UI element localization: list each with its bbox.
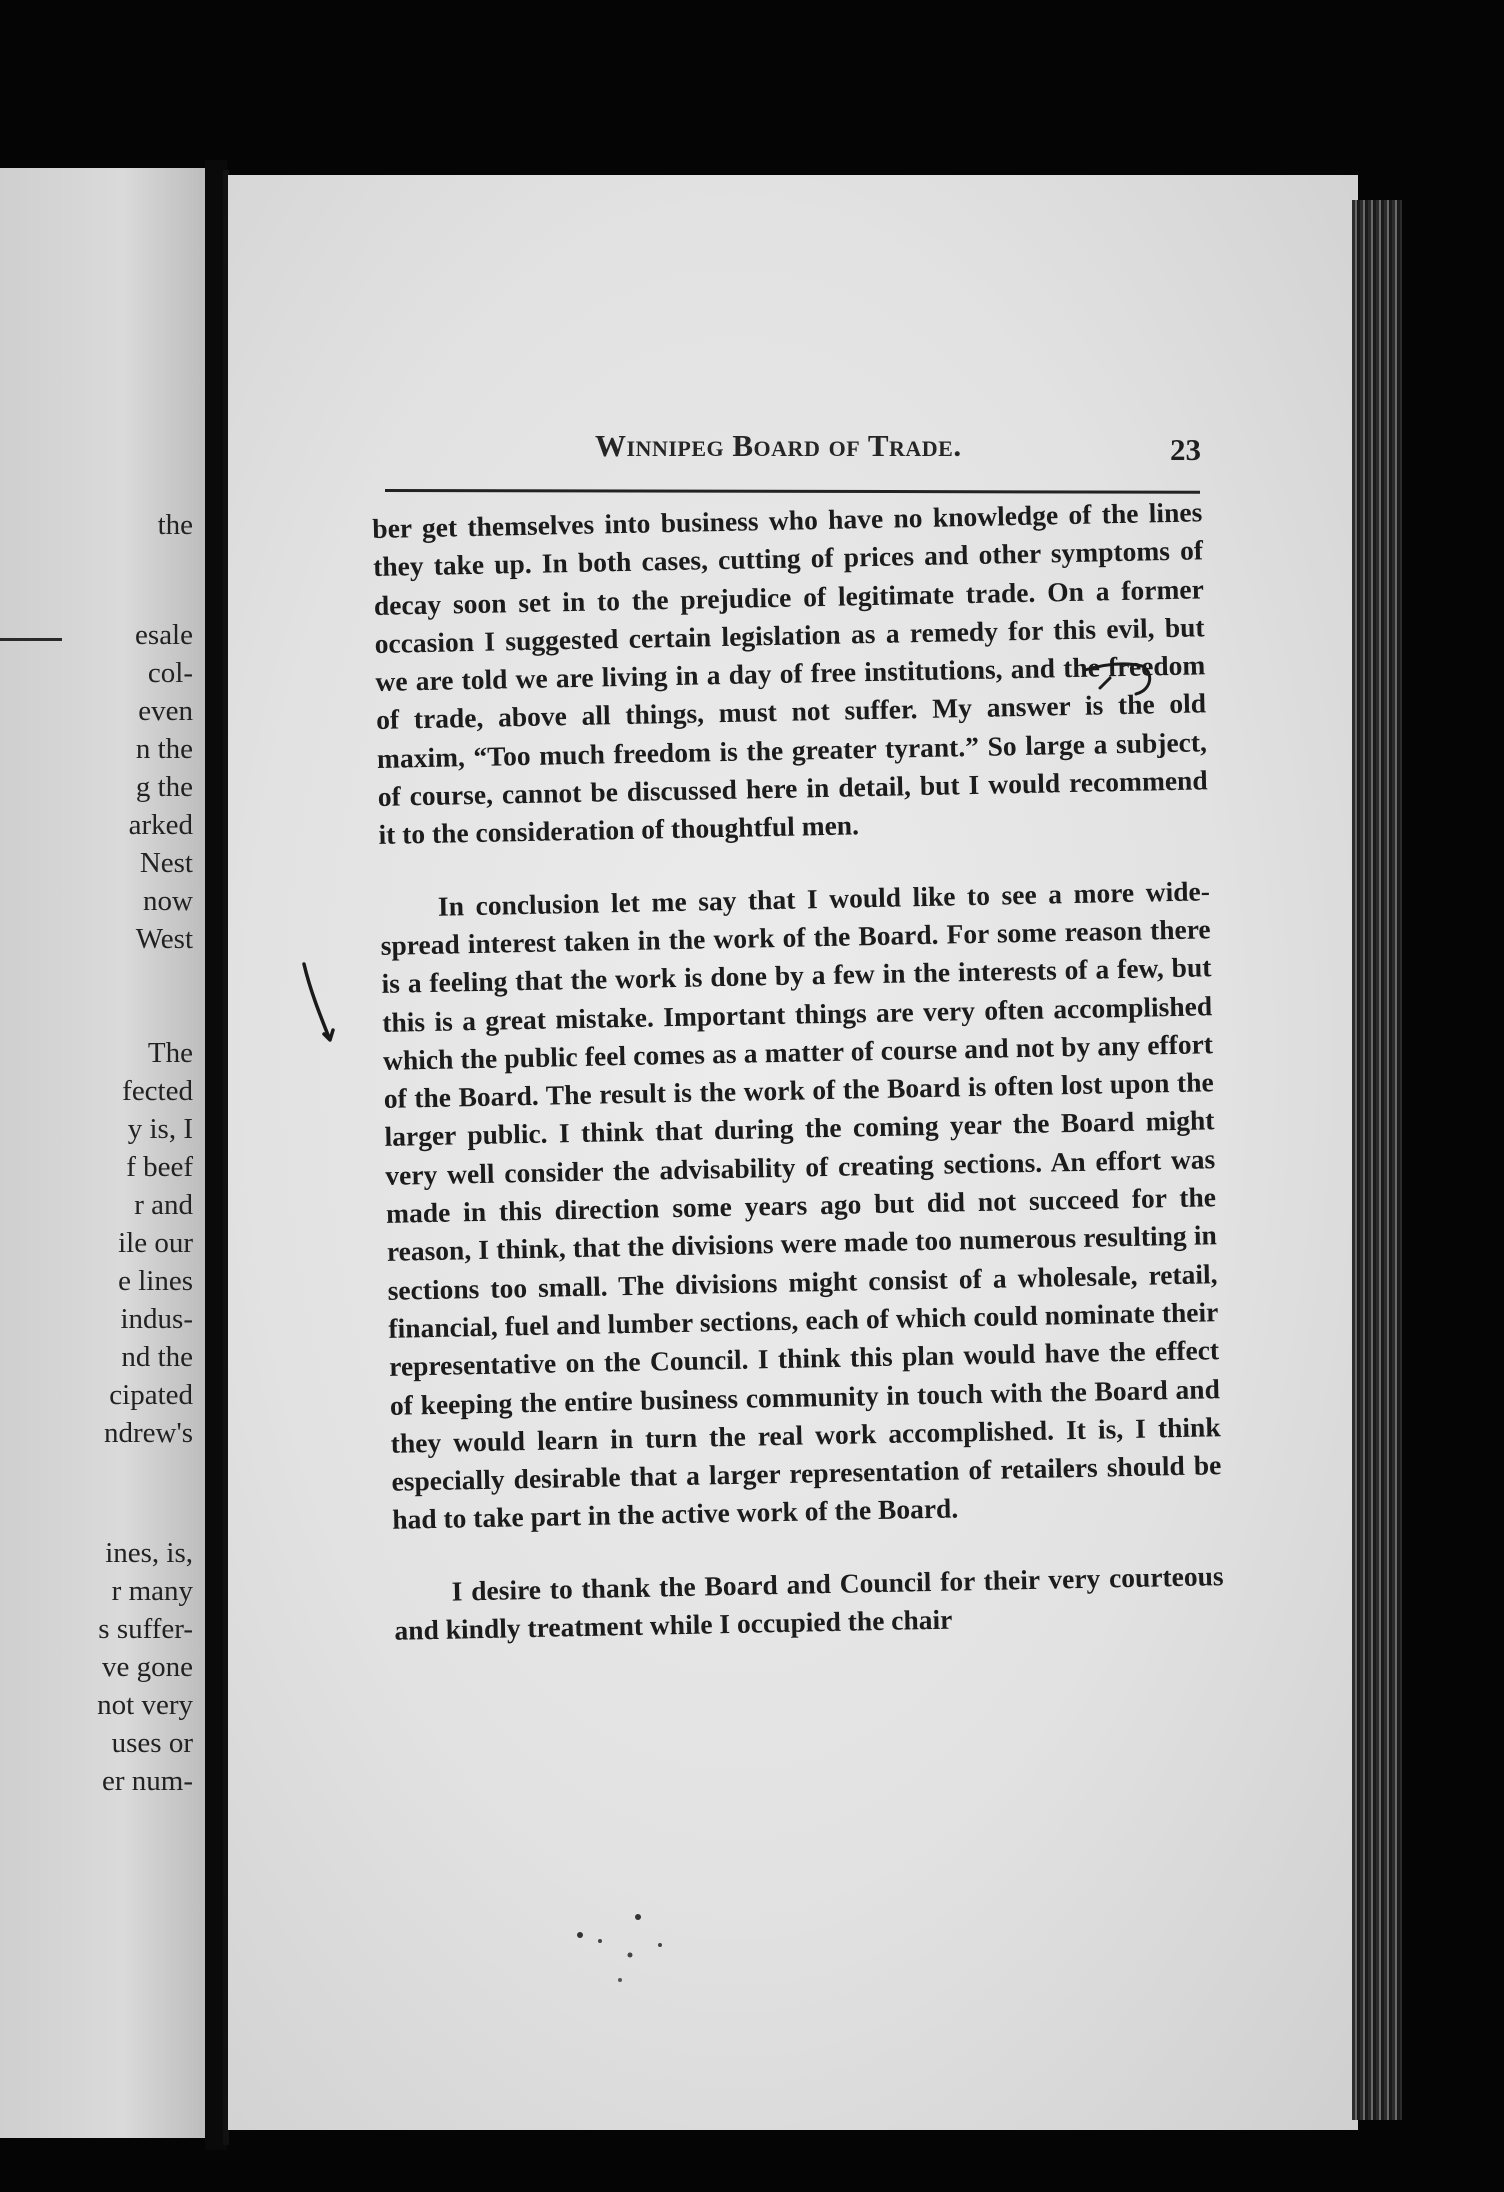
left-fragment: r and bbox=[134, 1189, 193, 1221]
left-fragment: ndrew's bbox=[104, 1417, 193, 1449]
paragraph-thanks: I desire to thank the Board and Council for their very courteous and kindly treatment while I occupied the chair bbox=[394, 1559, 1224, 1646]
page-stack-edge bbox=[1352, 200, 1402, 2120]
left-fragment: now bbox=[143, 885, 193, 917]
left-fragment: cipated bbox=[109, 1379, 193, 1411]
left-fragment: n the bbox=[135, 733, 193, 765]
paragraph-conclusion: In conclusion let me say that I would like to see a more wide-spread interest taken in the work of the Board. For some reason there is a feeling that the work is done by a few in the interests of a few, but this is a great mistake. Important things are very often accomplished which the public feel comes as a matter of course and not by any effort of the Board. The result is the work of the Board is often lost upon the larger public. I think that during the coming year the Board might very well consider the advisability of creating sections. An effort was made in this direction some years ago but did not succeed for the reason, I think, that the divisions were made too numerous resulting in sections too small. The divisions might consist of a wholesale, retail, financial, fuel and lumber sections, each of which could nominate their representative on the Council. I think this plan would have the effect of keeping the entire business community in touch with the Board and they would learn in turn the real work accomplished. It is, I think especially desirable that a larger representation of retailers should be had to take part in the active work of the Board. bbox=[380, 874, 1222, 1536]
left-fragment: er num- bbox=[102, 1765, 193, 1797]
left-fragment: y is, I bbox=[127, 1113, 193, 1145]
paragraph-continued: ber get themselves into business who have no knowledge of the lines they take up. In both cases, cutting of prices and other symptoms of decay soon set in to the prejudice of legitimate trade. On a former occasion I suggested certain legislation as a remedy for this evil, but we are told we are living in a day of free institutions, and the freedom of trade, above all things, must not suffer. My answer is the old maxim, “Too much freedom is the greater tyrant.” So large a subject, of course, cannot be discussed here in detail, but I would recommend it to the consideration of thoughtful men. bbox=[372, 496, 1208, 851]
running-header: Winnipeg Board of Trade. bbox=[595, 428, 962, 463]
left-fragment: uses or bbox=[111, 1727, 193, 1759]
left-fragment: the bbox=[157, 509, 193, 541]
left-page-rule bbox=[0, 638, 62, 641]
left-fragment: arked bbox=[128, 809, 193, 841]
left-fragment: ile our bbox=[118, 1227, 193, 1259]
pen-correction-mark bbox=[1080, 650, 1160, 710]
left-fragment: The bbox=[147, 1037, 193, 1069]
left-fragment: ve gone bbox=[102, 1651, 193, 1683]
scan-dust bbox=[560, 1905, 680, 1995]
left-fragment: col- bbox=[147, 657, 193, 689]
left-fragment: g the bbox=[135, 771, 193, 803]
left-fragment: Nest bbox=[139, 847, 193, 879]
left-fragment: esale bbox=[135, 619, 193, 651]
left-fragment: not very bbox=[97, 1689, 193, 1721]
left-fragment: s suffer- bbox=[98, 1613, 193, 1645]
page-number: 23 bbox=[1170, 432, 1201, 467]
left-fragment: r many bbox=[111, 1575, 193, 1607]
pen-margin-mark bbox=[300, 960, 340, 1050]
left-fragment: f beef bbox=[126, 1151, 193, 1183]
left-fragment: ines, is, bbox=[105, 1537, 193, 1569]
left-fragment: e lines bbox=[118, 1265, 193, 1297]
left-fragment: even bbox=[138, 695, 193, 727]
left-page bbox=[0, 168, 205, 2138]
left-fragment: nd the bbox=[121, 1341, 193, 1373]
left-fragment: indus- bbox=[120, 1303, 193, 1335]
left-fragment: West bbox=[135, 923, 193, 955]
left-fragment: fected bbox=[122, 1075, 193, 1107]
